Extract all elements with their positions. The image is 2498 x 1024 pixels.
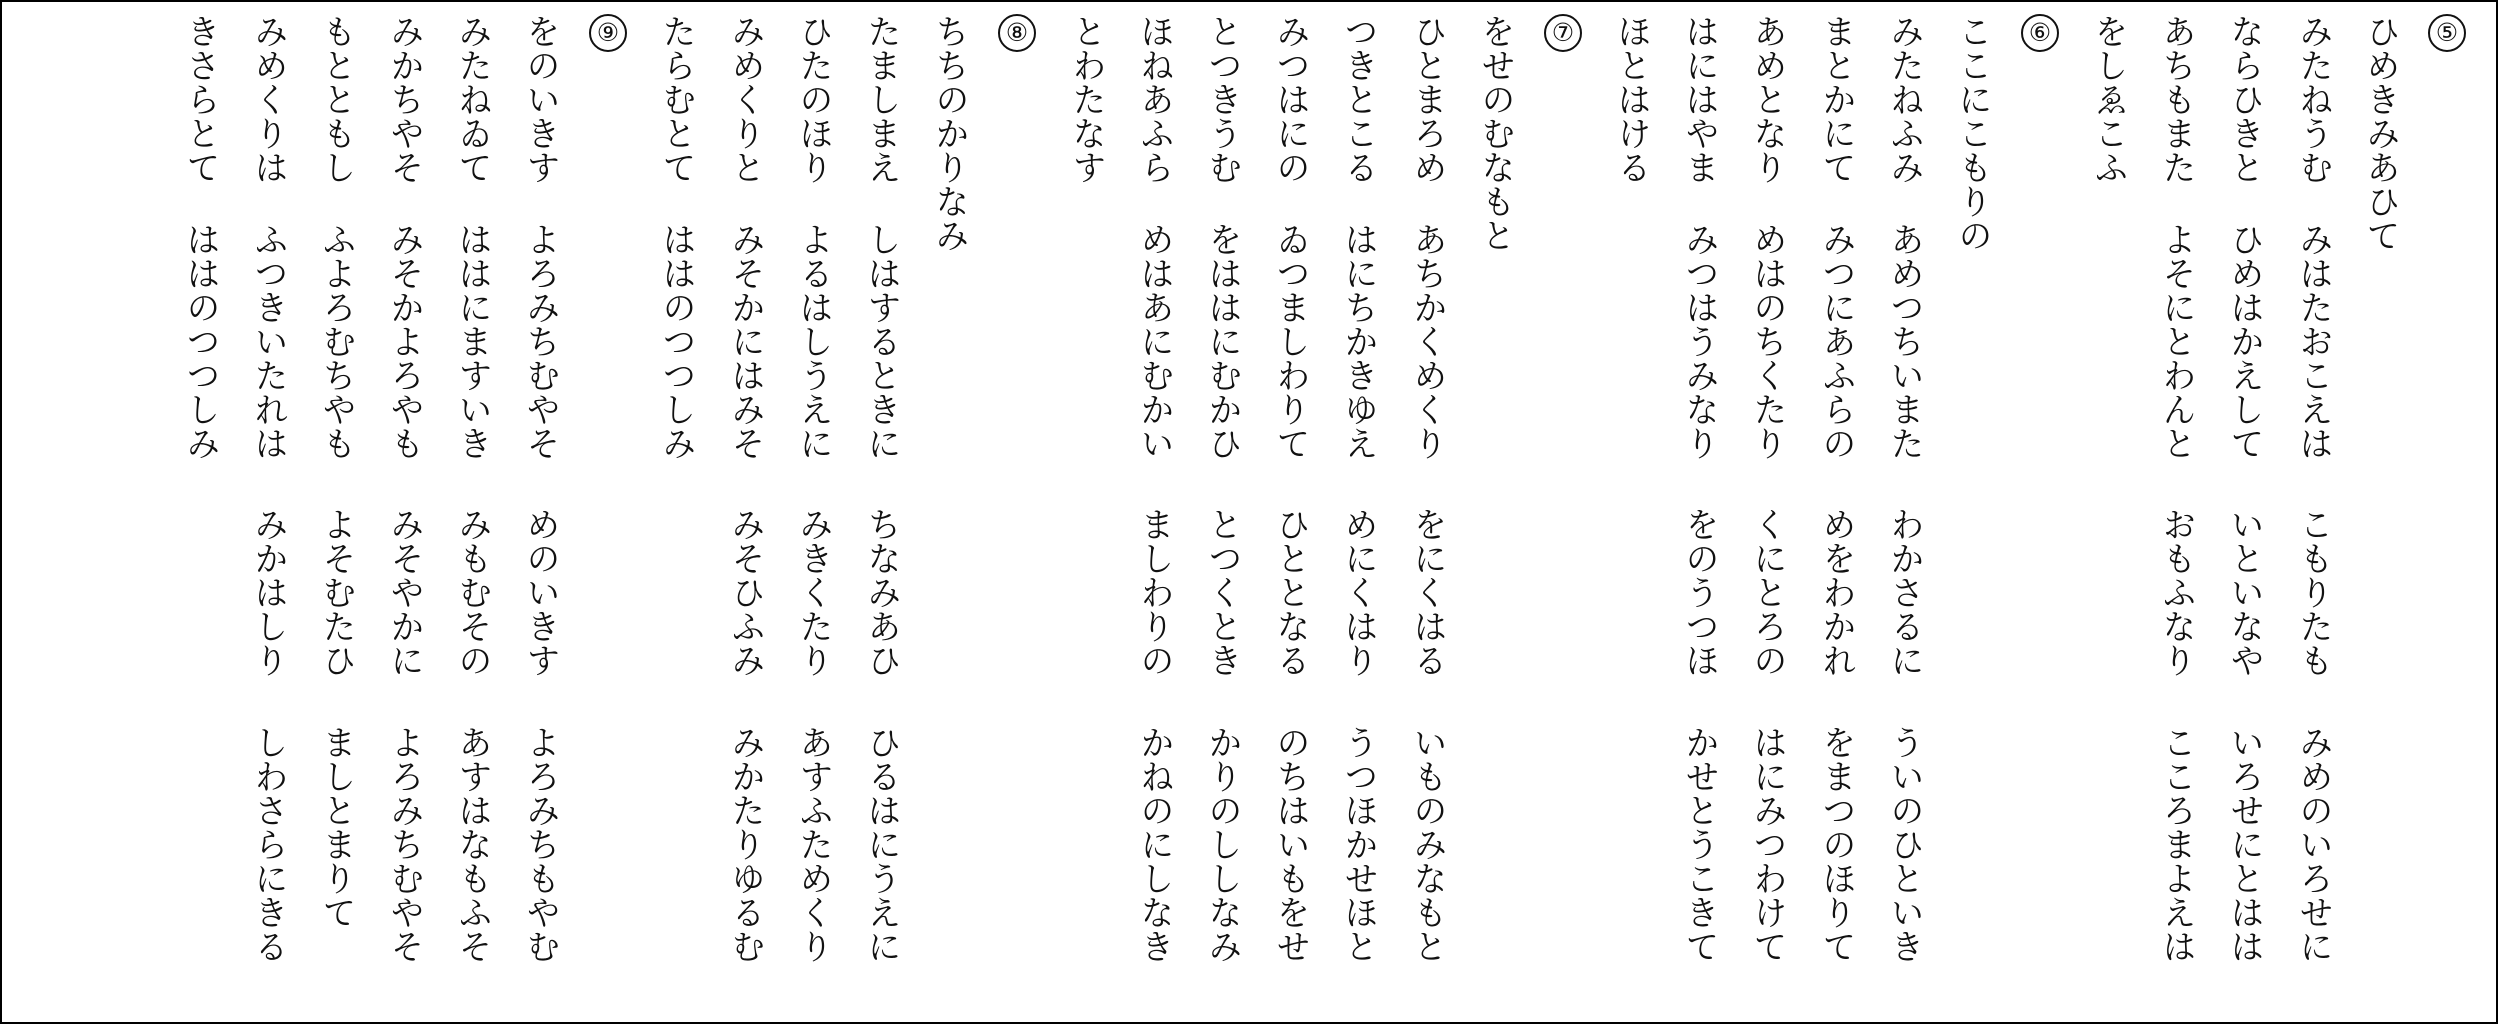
verse-phrase: よそにとわんと — [2156, 222, 2196, 460]
verse-phrase: くにとろの — [1747, 507, 1787, 677]
verse-phrase: めはのちくたり — [1747, 222, 1787, 460]
verse-phrase: みめくりは — [248, 14, 288, 184]
verse-phrase: おもふなり — [2156, 507, 2196, 677]
verse-phrase: いものみなもと — [1407, 725, 1447, 963]
verse-phrase: をせのむなもと — [1475, 14, 1515, 252]
verse-column — [2358, 2, 2410, 1024]
verse-column — [1473, 2, 1525, 1024]
verse-phrase: ましとまりて — [316, 725, 356, 929]
verse-phrase: ひるはにうえに — [861, 725, 901, 963]
verse-number-marker: ⑦ — [1544, 14, 1582, 52]
verse-phrase: みかたりゆるむ — [725, 725, 765, 963]
verse-column — [1882, 2, 1934, 1024]
verse-phrase: あすはなもふそ — [452, 725, 492, 963]
verse-phrase: しはするときに — [861, 222, 901, 460]
verse-column — [1745, 2, 1797, 1024]
verse-column — [382, 2, 434, 1024]
verse-phrase: ひととなる — [1270, 507, 1310, 677]
verse-phrase: ひとまろめ — [1407, 14, 1447, 184]
verse-phrase: よそむたひ — [316, 507, 356, 677]
verse-phrase: みつはにの — [1270, 14, 1310, 184]
verse-phrase: をしゑこふ — [2088, 14, 2128, 184]
verse-column — [791, 2, 843, 1024]
verse-phrase: ひたのほり — [793, 14, 833, 184]
verse-phrase: ほねあふら — [1134, 14, 1174, 184]
verse-marker-column — [586, 2, 638, 1024]
verse-phrase: とつくとき — [1202, 507, 1242, 677]
verse-column — [2086, 2, 2138, 1024]
verse-phrase: わかさるに — [1884, 507, 1924, 677]
verse-phrase: みたねうむ — [2293, 14, 2333, 184]
verse-column — [859, 2, 911, 1024]
verse-column — [314, 2, 366, 1024]
verse-phrase: みかちやそ — [384, 14, 424, 184]
verse-phrase: みきくたり — [793, 507, 833, 677]
verse-phrase: よろみちむやそ — [520, 222, 560, 460]
verse-marker-column — [2425, 2, 2477, 1024]
verse-phrase: あちかくめくり — [1407, 222, 1447, 460]
verse-marker-column — [1541, 2, 1593, 1024]
verse-phrase: めはあにむかい — [1134, 222, 1174, 460]
verse-phrase: かねのにしなき — [1134, 725, 1174, 963]
verse-phrase: ふつきいたれは — [248, 222, 288, 460]
verse-number-marker: ⑤ — [2428, 14, 2466, 52]
verse-number-marker: ⑨ — [589, 14, 627, 52]
verse-phrase: ひめはかえして — [2224, 222, 2264, 460]
verse-marker-column — [995, 2, 1047, 1024]
verse-phrase: めにくはり — [1338, 507, 1378, 677]
verse-phrase: つきとこる — [1338, 14, 1378, 184]
verse-phrase: いといなや — [2224, 507, 2264, 677]
verse-column — [1950, 2, 2002, 1024]
verse-column — [2291, 2, 2343, 1024]
verse-column — [178, 2, 230, 1024]
verse-phrase: みつはうみなり — [1679, 222, 1719, 460]
verse-phrase: をのいきす — [520, 14, 560, 184]
verse-phrase: ならひきと — [2224, 14, 2264, 184]
verse-phrase: ゐつましわりて — [1270, 222, 1310, 460]
verse-phrase: みそひふみ — [725, 507, 765, 677]
verse-phrase: はにちかきゆえ — [1338, 222, 1378, 460]
verse-phrase: ひめきみあひて — [2360, 14, 2400, 252]
verse-phrase: のちはいもをせ — [1270, 725, 1310, 963]
verse-phrase: みかはしり — [248, 507, 288, 677]
verse-phrase: あすふためくり — [793, 725, 833, 963]
verse-phrase: みもむその — [452, 507, 492, 677]
verse-column — [518, 2, 570, 1024]
verse-number-marker: ⑧ — [998, 14, 1036, 52]
verse-column — [1814, 2, 1866, 1024]
verse-column — [654, 2, 706, 1024]
verse-column — [1609, 2, 1661, 1024]
verse-phrase: をにくはる — [1407, 507, 1447, 677]
verse-phrase: みたねゐて — [452, 14, 492, 184]
verse-phrase: いろせにとはは — [2224, 725, 2264, 963]
verse-phrase: みそかにはみそ — [725, 222, 765, 460]
verse-phrase: ちちのかりなみ — [929, 14, 969, 252]
verse-phrase: はにはやま — [1679, 14, 1719, 184]
verse-column — [1405, 2, 1457, 1024]
verse-phrase: ふよろむちやも — [316, 222, 356, 460]
verse-phrase: しわさらにきる — [248, 725, 288, 963]
verse-phrase: ははのつつしみ — [180, 222, 220, 460]
verse-phrase: とわたなす — [1066, 14, 1106, 184]
verse-number-marker: ⑥ — [2021, 14, 2059, 52]
verse-phrase: たらむとて — [656, 14, 696, 184]
verse-phrase: あめとなり — [1747, 14, 1787, 184]
verse-column — [450, 2, 502, 1024]
verse-phrase: をのうつほ — [1679, 507, 1719, 677]
verse-phrase: めのいきす — [520, 507, 560, 677]
verse-phrase: きさらとて — [180, 14, 220, 184]
verse-column — [1677, 2, 1729, 1024]
verse-phrase: よろみちむやそ — [384, 725, 424, 963]
verse-phrase: ましわりの — [1134, 507, 1174, 677]
verse-phrase: あちもまた — [2156, 14, 2196, 184]
verse-marker-column — [2018, 2, 2070, 1024]
verse-phrase: うつほかせほと — [1338, 725, 1378, 963]
verse-phrase: あめつちいまた — [1884, 222, 1924, 460]
verse-phrase: みたねふみ — [1884, 14, 1924, 184]
verse-column — [1132, 2, 1184, 1024]
verse-column — [1064, 2, 1116, 1024]
verse-phrase: こもりたも — [2293, 507, 2333, 677]
verse-phrase: みそかよろやも — [384, 222, 424, 460]
verse-column — [1268, 2, 1320, 1024]
verse-phrase: かりのししなみ — [1202, 725, 1242, 963]
verse-column — [2154, 2, 2206, 1024]
verse-phrase: たましまえ — [861, 14, 901, 184]
verse-phrase: よろみちもやむ — [520, 725, 560, 963]
verse-phrase: こころまよえは — [2156, 725, 2196, 963]
verse-phrase: みはたおこえは — [2293, 222, 2333, 460]
verse-phrase: めをわかれ — [1816, 507, 1856, 677]
verse-phrase: ははのつつしみ — [656, 222, 696, 460]
verse-phrase: みめのいろせに — [2293, 725, 2333, 963]
verse-phrase: ちなみあひ — [861, 507, 901, 677]
verse-column — [723, 2, 775, 1024]
verse-phrase: とつきうむ — [1202, 14, 1242, 184]
verse-phrase: みつにあふらの — [1816, 222, 1856, 460]
verse-column — [927, 2, 979, 1024]
verse-phrase: よるはしうえに — [793, 222, 833, 460]
verse-phrase: はにみつわけて — [1747, 725, 1787, 963]
verse-column — [2222, 2, 2274, 1024]
verse-phrase: ははにますいき — [452, 222, 492, 460]
verse-phrase: をまつのほりて — [1816, 725, 1856, 963]
verse-phrase: かせとうこきて — [1679, 725, 1719, 963]
verse-phrase: ほとはける — [1611, 14, 1651, 184]
verse-phrase: もとともし — [316, 14, 356, 184]
verse-phrase: みそやかに — [384, 507, 424, 677]
verse-column — [246, 2, 298, 1024]
verse-phrase: みめくりと — [725, 14, 765, 184]
verse-column — [1200, 2, 1252, 1024]
verse-column — [1336, 2, 1388, 1024]
verse-phrase: ここにこもりの — [1952, 14, 1992, 252]
verse-phrase: ういのひといき — [1884, 725, 1924, 963]
verse-phrase: をははにむかひ — [1202, 222, 1242, 460]
verse-phrase: まとかにて — [1816, 14, 1856, 184]
